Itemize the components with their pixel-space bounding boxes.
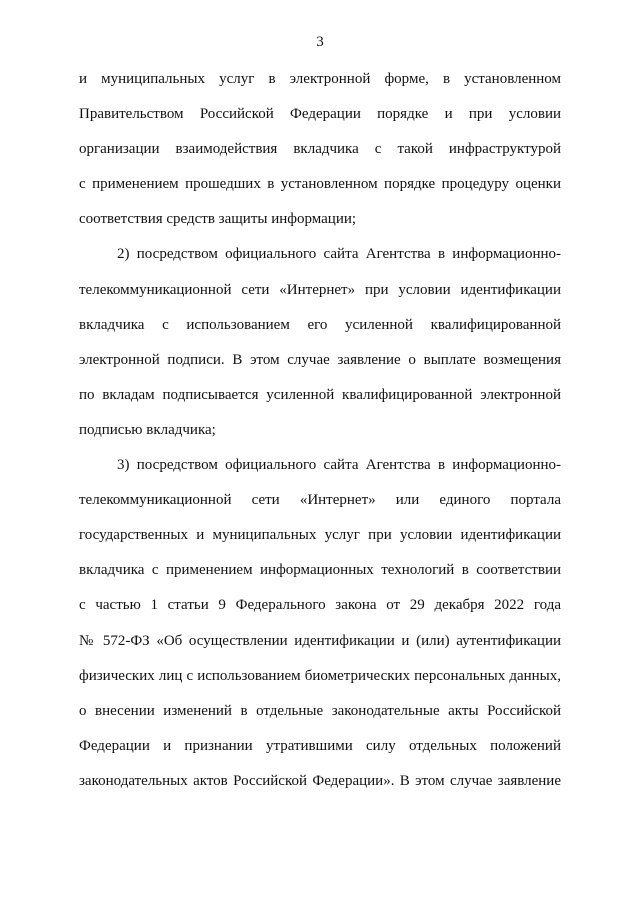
text-line: физических лиц с использованием биометрических персональных данных, — [79, 667, 561, 684]
text-line: № 572-ФЗ «Об осуществлении идентификации и (или) аутентификации — [79, 632, 561, 649]
text-line: с применением прошедших в установленном порядке процедуру оценки — [79, 176, 561, 193]
text-line: телекоммуникационной сети «Интернет» или единого портала — [79, 492, 561, 509]
text-line: законодательных актов Российской Федерации». В этом случае заявление — [79, 772, 561, 789]
document-body — [79, 66, 561, 803]
text-line: с частью 1 статьи 9 Федерального закона от 29 декабря 2022 года — [79, 597, 561, 614]
text-line: 2) посредством официального сайта Агентства в информационно- — [117, 246, 561, 263]
text-line: организации взаимодействия вкладчика с такой инфраструктурой — [79, 141, 561, 158]
text-line: и муниципальных услуг в электронной форме, в установленном — [79, 71, 561, 87]
text-line: подписью вкладчика; — [79, 421, 216, 438]
text-line: государственных и муниципальных услуг при условии идентификации — [79, 527, 561, 544]
text-line: электронной подписи. В этом случае заявление о выплате возмещения — [79, 351, 561, 368]
text-line: Правительством Российской Федерации порядке и при условии — [79, 106, 561, 123]
text-line: вкладчика с использованием его усиленной квалифицированной — [79, 316, 561, 333]
page-number: 3 — [316, 34, 324, 50]
text-line: о внесении изменений в отдельные законодательные акты Российской — [79, 702, 561, 719]
text-line: 3) посредством официального сайта Агентства в информационно- — [117, 457, 561, 474]
text-line: по вкладам подписывается усиленной квалифицированной электронной — [79, 386, 561, 403]
text-line: телекоммуникационной сети «Интернет» при условии идентификации — [79, 281, 561, 298]
text-line: Федерации и признании утратившими силу отдельных положений — [79, 737, 561, 754]
text-line: соответствия средств защиты информации; — [79, 211, 357, 228]
text-line: вкладчика с применением информационных технологий в соответствии — [79, 562, 561, 579]
